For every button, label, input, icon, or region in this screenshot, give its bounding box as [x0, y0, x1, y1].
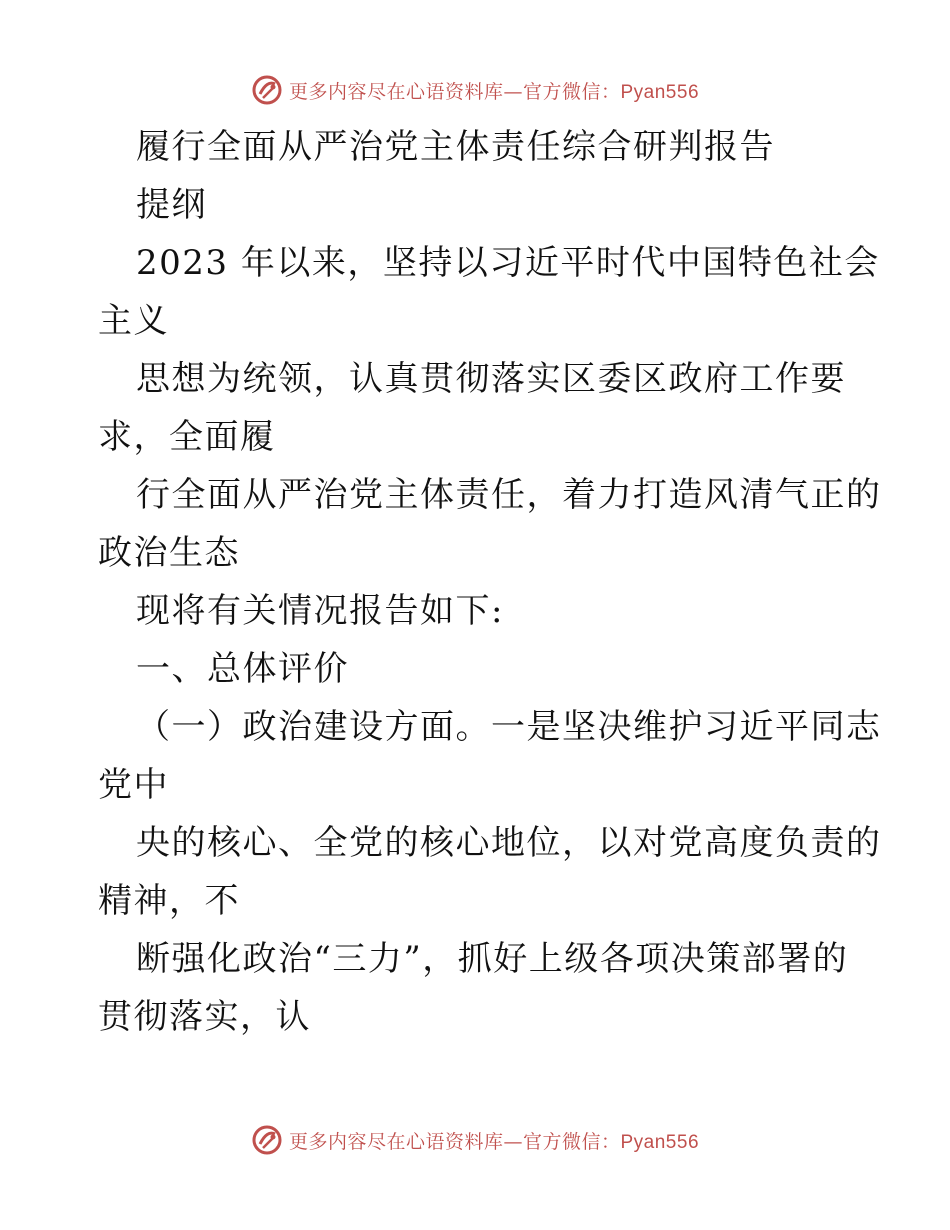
- document-body: [98, 118, 882, 1046]
- watermark-label: 更多内容尽在心语资料库—官方微信：: [288, 80, 621, 103]
- logo-icon: [251, 74, 283, 106]
- watermark-footer: [0, 1120, 950, 1160]
- document-line: 央的核心、全党的核心地位，以对党高度负责的: [136, 823, 882, 863]
- document-line: 求，全面履: [98, 417, 276, 457]
- document-line: 断强化政治“三力”，抓好上级各项决策部署的: [136, 939, 849, 979]
- document-line: 2023 年以来，坚持以习近平时代中国特色社会: [136, 243, 880, 283]
- watermark-text: [289, 77, 699, 104]
- document-line: （一）政治建设方面。一是坚决维护习近平同志: [136, 707, 882, 747]
- watermark-wechat-id: Pyan556: [620, 1131, 700, 1153]
- watermark-label: 更多内容尽在心语资料库—官方微信：: [288, 1130, 621, 1153]
- document-line: 党中: [98, 765, 169, 805]
- watermark-wechat-id: Pyan556: [620, 81, 700, 103]
- document-line: 思想为统领，认真贯彻落实区委区政府工作要: [136, 359, 846, 399]
- document-line: 提纲: [136, 185, 207, 225]
- document-line: 行全面从严治党主体责任，着力打造风清气正的: [136, 475, 882, 515]
- document-line: 贯彻落实，认: [98, 997, 311, 1037]
- watermark-text: [289, 1127, 699, 1154]
- watermark-header: [0, 70, 950, 110]
- document-line: 精神，不: [98, 881, 240, 921]
- document-line: 现将有关情况报告如下:: [136, 591, 504, 631]
- section-heading: 一、总体评价: [136, 649, 349, 689]
- document-line: 政治生态: [98, 533, 240, 573]
- document-line: 主义: [98, 301, 169, 341]
- logo-icon: [251, 1124, 283, 1156]
- document-title: 履行全面从严治党主体责任综合研判报告: [136, 127, 775, 167]
